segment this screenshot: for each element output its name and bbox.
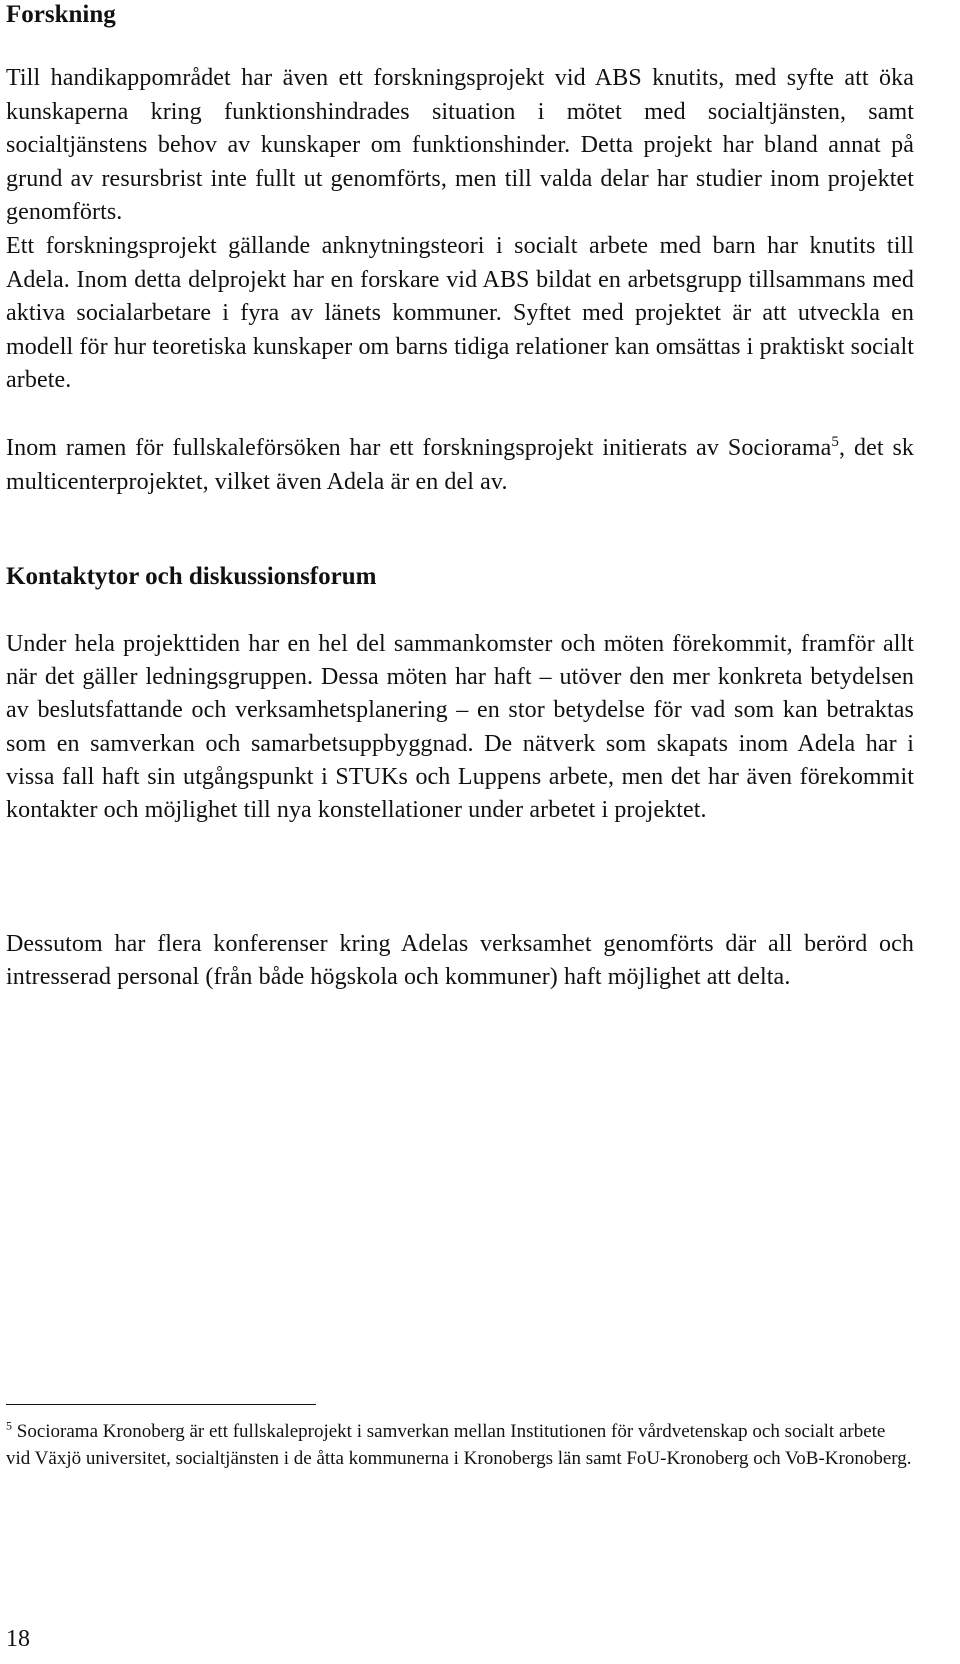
paragraph-meetings: Under hela projekttiden har en hel del sammankomster och möten förekommit, framför allt när det gäller ledningsgruppen. Dessa möten har haft – utöver den mer konkreta betydelsen av beslutsfattande och verksamhetsplanering – en stor betydelse för vad som kan betraktas som en samverkan och samarbetsuppbyggnad. De nätverk som skapats inom Adela har i vissa fall haft sin utgångspunkt i STUKs och Luppens arbete, men det har även förekommit kontakter och möjlighet till nya konstellationer under arbetet i projektet. <box>6 631 914 824</box>
paragraph-sociorama-text-end: , det sk multicenterprojektet, vilket även Adela är en del av. <box>6 435 914 495</box>
footnote <box>6 1418 914 1472</box>
paragraph-handikapp-research: Till handikappområdet har även ett forskningsprojekt vid ABS knutits, med syfte att öka kunskaperna kring funktionshindrades situation i mötet med socialtjänsten, samt socialtjänstens behov av kunskaper om funktionshinder. Detta projekt har bland annat på grund av resursbrist inte fullt ut genomförts, men till valda delar har studier inom projektet genomförts. <box>6 65 914 226</box>
footnote-reference[interactable]: 5 <box>831 434 840 450</box>
footnote-separator <box>6 1404 316 1405</box>
page-number: 18 <box>6 1626 30 1652</box>
paragraph-sociorama-text: Inom ramen för fullskaleförsöken har ett forskningsprojekt initierats av Sociorama <box>6 435 832 461</box>
section-heading-kontaktytor: Kontaktytor och diskussionsforum <box>6 563 377 590</box>
footnote-text: Sociorama Kronoberg är ett fullskaleprojekt i samverkan mellan Institutionen för vårdvetenskap och socialt arbete vid Växjö universitet, socialtjänsten i de åtta kommunerna i Kronobergs län samt FoU-Kronoberg och VoB-Kronoberg. <box>6 1421 912 1469</box>
paragraph-conferences: Dessutom har flera konferenser kring Adelas verksamhet genomförts där all berörd och intresserad personal (från både högskola och kommuner) haft möjlighet att delta. <box>6 931 914 991</box>
paragraph-sociorama <box>6 432 914 499</box>
section-heading-forskning: Forskning <box>6 1 116 28</box>
footnote-number: 5 <box>6 1418 12 1433</box>
paragraph-attachment-theory: Ett forskningsprojekt gällande anknytningsteori i socialt arbete med barn har knutits till Adela. Inom detta delprojekt har en forskare vid ABS bildat en arbetsgrupp tillsammans med aktiva socialarbetare i fyra av länets kommuner. Syftet med projektet är att utveckla en modell för hur teoretiska kunskaper om barns tidiga relationer kan omsättas i praktiskt socialt arbete. <box>6 233 914 394</box>
